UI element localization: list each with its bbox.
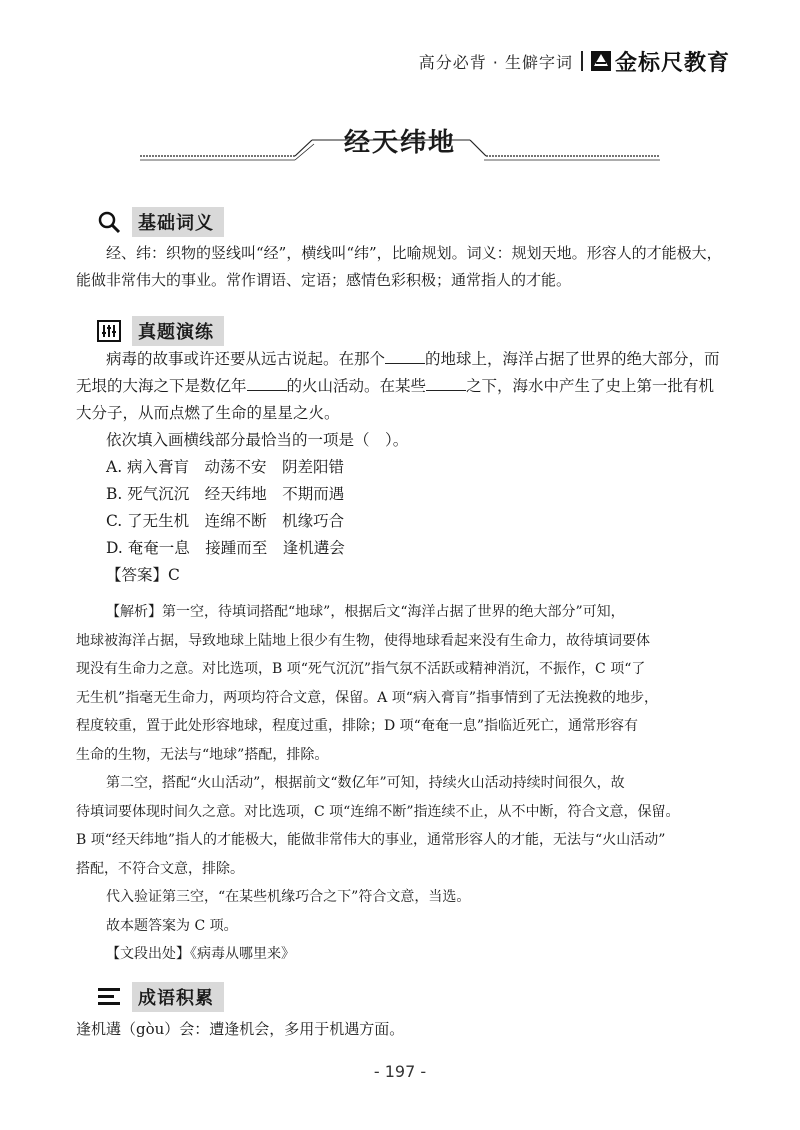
blank-2 <box>247 374 287 391</box>
blank-3 <box>426 374 466 391</box>
analysis2-line-4: 搭配，不符合文意，排除。 <box>76 860 244 877</box>
menu-lines-icon <box>96 984 122 1010</box>
verify-line: 代入验证第三空，“在某些机缘巧合之下”符合文意，当选。 <box>106 889 471 905</box>
sliders-icon <box>96 318 122 344</box>
blank-1 <box>385 347 425 364</box>
section-idiom-heading <box>96 982 224 1012</box>
passage-text: 病毒的故事或许还要从远古说起。在那个 <box>106 350 386 368</box>
source-line: 【文段出处】《病毒从哪里来》 <box>106 946 295 962</box>
analysis2-line-2: 待填词要体现时间久之意。对比选项，C 项“连绵不断”指连续不止，从不中断，符合文意，保留。 <box>76 803 680 820</box>
idiom-text-block <box>76 1016 726 1043</box>
brand <box>591 46 730 77</box>
analysis-line-3: 现没有生命力之意。对比选项，B 项“死气沉沉”指气氛不活跃或精神消沉，不振作，C 项“了 <box>76 661 646 677</box>
analysis-line-1: 【解析】第一空，待填词搭配“地球”，根据后文“海洋占据了世界的绝大部分”可知， <box>106 604 625 620</box>
passage-text: 的地球上，海洋占据了世界的绝大部分，而 <box>425 350 720 368</box>
page-header <box>419 44 730 78</box>
conclusion-line: 故本题答案为 C 项。 <box>106 917 238 934</box>
title-area <box>0 112 800 172</box>
section-basic-heading <box>96 207 224 237</box>
analysis-line-2: 地球被海洋占据，导致地球上陆地上很少有生物，使得地球看起来没有生命力，故待填词要体 <box>76 632 650 649</box>
passage-text: 之下，海水中产生了史上第一批有机 <box>466 377 715 395</box>
question-text: 依次填入画横线部分最恰当的一项是（ ）。 <box>106 431 409 449</box>
basic-meaning-text <box>76 240 726 294</box>
section-basic-title: 基础词义 <box>132 207 224 237</box>
search-icon <box>96 209 122 235</box>
analysis2-line-1: 第二空，搭配“火山活动”，根据前文“数亿年”可知，持续火山活动持续时间很久，故 <box>106 775 625 791</box>
section-exercise-title: 真题演练 <box>132 316 224 346</box>
idiom-text: 逢机遘（gòu）会：遭逢机会，多用于机遇方面。 <box>76 1020 405 1038</box>
option-d: D. 奄奄一息 接踵而至 逢机遘会 <box>106 539 345 557</box>
header-divider <box>581 51 583 71</box>
passage-text: 无垠的大海之下是数亿年 <box>76 377 247 395</box>
page-number: - 197 - <box>373 1062 427 1081</box>
analysis-line-6: 生命的生物，无法与“地球”搭配，排除。 <box>76 746 329 763</box>
passage-text: 的火山活动。在某些 <box>286 377 427 395</box>
option-b: B. 死气沉沉 经天纬地 不期而遇 <box>106 485 345 503</box>
analysis-line-5: 程度较重，置于此处形容地球，程度过重，排除；D 项“奄奄一息”指临近死亡，通常形容有 <box>76 718 638 734</box>
passage-line-1 <box>76 346 726 373</box>
brand-logo-icon <box>591 51 611 71</box>
basic-line-2: 能做非常伟大的事业。常作谓语、定语；感情色彩积极；通常指人的才能。 <box>76 271 572 289</box>
passage-line-3: 大分子，从而点燃了生命的星星之火。 <box>76 404 340 422</box>
exercise-passage <box>76 346 726 589</box>
page-title: 经天纬地 <box>343 128 456 158</box>
answer: 【答案】C <box>106 566 180 584</box>
analysis2-line-3: B 项“经天纬地”指人的才能极大，能做非常伟大的事业，通常形容人的才能，无法与“火山活动” <box>76 832 666 848</box>
analysis-line-4: 无生机”指毫无生命力，两项均符合文意，保留。A 项“病入膏肓”指事情到了无法挽救的地步， <box>76 689 659 706</box>
header-series: 高分必背 · 生僻字词 <box>418 52 573 72</box>
analysis-block <box>76 598 726 969</box>
passage-line-2 <box>76 373 726 400</box>
section-exercise-heading <box>96 316 224 346</box>
section-idiom-title: 成语积累 <box>132 982 224 1012</box>
option-a: A. 病入膏肓 动荡不安 阴差阳错 <box>106 458 345 476</box>
brand-name: 金标尺教育 <box>614 50 730 76</box>
option-c: C. 了无生机 连绵不断 机缘巧合 <box>106 512 345 530</box>
basic-line-1: 经、纬：织物的竖线叫“经”，横线叫“纬”，比喻规划。词义：规划天地。形容人的才能极大， <box>106 244 722 262</box>
